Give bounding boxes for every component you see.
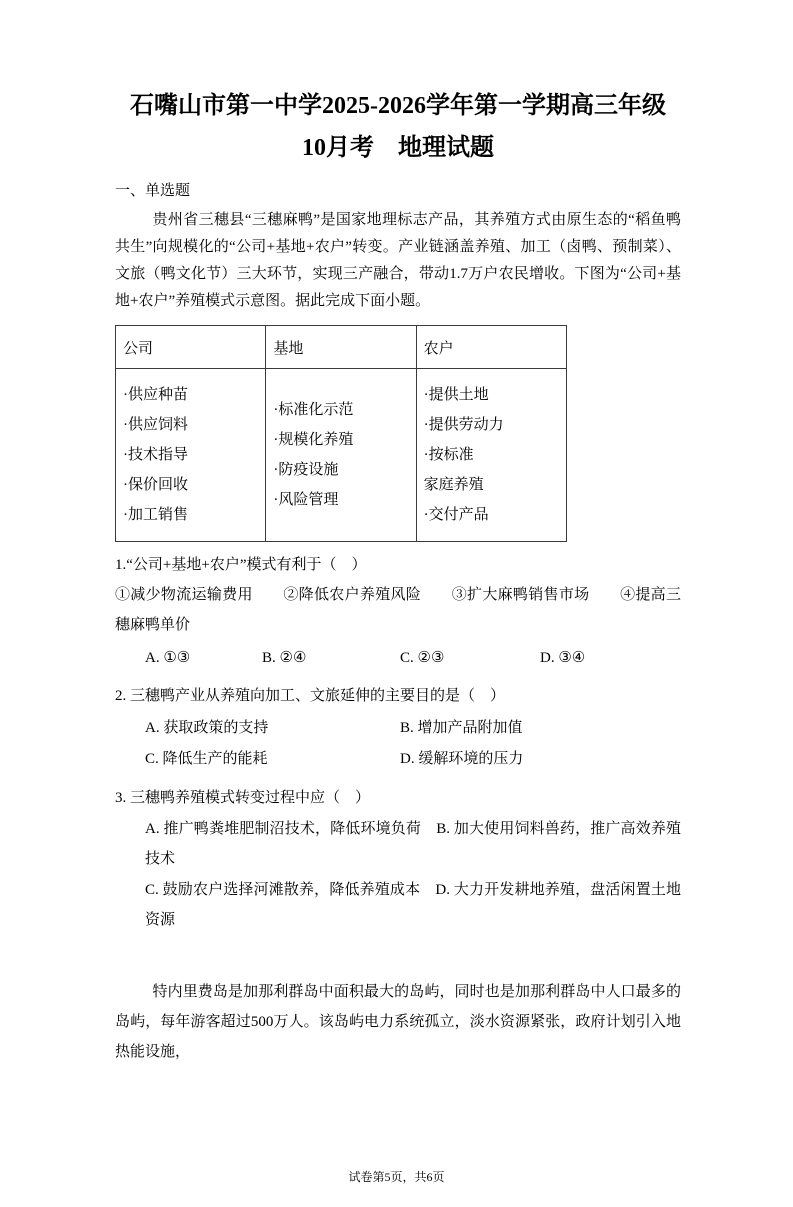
intro-paragraph: 贵州省三穗县“三穗麻鸭”是国家地理标志产品，其养殖方式由原生态的“稻鱼鸭共生”向规模化的“公司+基地+农户”转变。产业链涵盖养殖、加工（卤鸭、预制菜）、文旅（鸭文化节）三大环节，实现三产融合，带动1.7万户农民增收。下图为“公司+基地+农户”养殖模式示意图。据此完成下面小题。 (115, 212, 681, 309)
question-3-choices-ab: A. 推广鸭粪堆肥制沼技术，降低环境负荷 B. 加大使用饲料兽药，推广高效养殖技术 (145, 821, 681, 867)
table-line: ·供应饲料 (123, 417, 188, 433)
table-line: ·风险管理 (273, 492, 339, 508)
table-line: ·规模化养殖 (273, 432, 354, 448)
choice-c: C. 降低生产的能耗 (145, 751, 268, 767)
table-cell-base (266, 369, 416, 542)
question-2-choices (115, 713, 681, 775)
question-2-stem: 2. 三穗鸭产业从养殖向加工、文旅延伸的主要目的是（ ） (115, 688, 506, 704)
page-title (115, 85, 681, 169)
table-line: ·保价回收 (123, 477, 188, 493)
table-line: ·防疫设施 (273, 462, 339, 478)
title-line-1: 石嘴山市第一中学2025-2026学年第一学期高三年级 (130, 93, 666, 119)
table-header-farmer: 农户 (416, 326, 566, 369)
table-line: ·技术指导 (123, 447, 188, 463)
choice-a: A. ①③ (145, 650, 191, 666)
title-line-2: 10月考 地理试题 (302, 135, 494, 161)
choice-c: C. ②③ (400, 650, 445, 666)
choice-d: D. 缓解环境的压力 (400, 751, 524, 767)
question-3-stem: 3. 三穗鸭养殖模式转变过程中应（ ） (115, 790, 371, 806)
table-line: ·供应种苗 (123, 387, 188, 403)
model-table (115, 325, 567, 542)
table-line: ·提供土地 (423, 387, 489, 403)
choice-d: D. ③④ (540, 650, 586, 666)
choice-a: A. 获取政策的支持 (145, 720, 269, 736)
table-line: ·标准化示范 (273, 402, 354, 418)
table-line: ·按标准 (423, 447, 474, 463)
choice-b: B. 增加产品附加值 (400, 720, 523, 736)
question-1-choices (115, 643, 681, 673)
question-1-numbered-options: ①减少物流运输费用 ②降低农户养殖风险 ③扩大麻鸭销售市场 ④提高三穗麻鸭单价 (115, 587, 681, 633)
table-header-base: 基地 (266, 326, 416, 369)
section-heading: 一、单选题 (115, 183, 191, 199)
table-header-row (116, 326, 567, 369)
question-1-stem: 1.“公司+基地+农户”模式有利于（ ） (115, 557, 367, 573)
table-header-company: 公司 (116, 326, 266, 369)
table-body-row (116, 369, 567, 542)
exam-page (0, 85, 793, 1067)
table-cell-farmer (416, 369, 566, 542)
table-line: ·提供劳动力 (423, 417, 504, 433)
table-line: ·交付产品 (423, 507, 489, 523)
table-line: 家庭养殖 (423, 477, 484, 493)
second-passage: 特内里费岛是加那利群岛中面积最大的岛屿，同时也是加那利群岛中人口最多的岛屿，每年游客超过500万人。该岛屿电力系统孤立，淡水资源紧张，政府计划引入地热能设施， (115, 984, 681, 1060)
table-cell-company (116, 369, 266, 542)
choice-b: B. ②④ (262, 650, 307, 666)
table-line: ·加工销售 (123, 507, 188, 523)
page-footer: 试卷第5页，共6页 (348, 1170, 445, 1184)
question-3-choices-cd: C. 鼓励农户选择河滩散养，降低养殖成本 D. 大力开发耕地养殖，盘活闲置土地资源 (145, 882, 681, 928)
